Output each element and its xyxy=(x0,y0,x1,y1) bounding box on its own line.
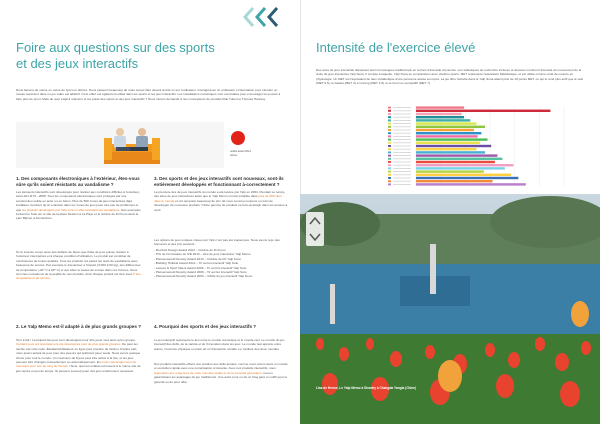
chart-legend-swatch xyxy=(388,139,391,141)
chart-legend-label xyxy=(393,110,411,111)
page-title: Foire aux questions sur des sports et des jeux interactifs xyxy=(16,40,215,71)
chart-legend-swatch xyxy=(388,180,391,182)
q3-highlight: plus de 500 sites dans le monde xyxy=(154,194,282,203)
chart-bar xyxy=(416,177,518,179)
chart-legend-swatch xyxy=(388,145,391,147)
chart-bar xyxy=(416,116,464,118)
q2-highlight-2: moins développement de nouveaux jeux tout au long de l'année xyxy=(16,360,137,369)
chart-bar xyxy=(416,135,478,137)
chart-bar xyxy=(416,129,474,131)
chart-legend-swatch xyxy=(388,116,391,118)
awards-intro: Les options de jeux uniques créées par Yalp n'ont pas été inaperçues. Nous avons reçu des honneurs et des prix suivants : xyxy=(154,238,280,247)
award-item: - Leisure & Sport Talent Award 2009 – Tir au but interactif Yalp Sutu xyxy=(154,265,247,270)
award-item: - Pleinenwereld Novelty Award 2009 – Tir au but interactif Yalp Sutu xyxy=(154,270,247,275)
q1-highlight: les produits développés par Yalp sont en effet résistants au vandalisme. xyxy=(22,207,121,212)
question-4-body: Le jeu interactif représente le lien entre le monde numérique et le monde réel. Le monde du jeu interactif des défis, de la variété et de l'innovation dans les jeux. Le monde réel apporte entre autres, l'exercice physique en plein air et l'interaction sociale. Le meilleur des deux mondes. xyxy=(154,338,285,351)
chart-legend-label xyxy=(393,136,411,137)
question-3-title: 3. Des sports et des jeux interactifs sont nouveaux, sont-ils entièrement développés et fonctionnant à-correctement ? xyxy=(154,176,284,187)
q1-text-b: Des exemples incluent le Sutu sur le site de la place Newton à La Haye et le cubicie de DJ Fono dans le parc Bijlmer à Amsterdam. xyxy=(16,207,141,221)
page-nav-arrows-icon[interactable] xyxy=(306,212,324,246)
chart-legend-swatch xyxy=(388,155,391,157)
chart-bar xyxy=(416,180,492,182)
chart-legend-label xyxy=(393,171,411,172)
q4-highlight: répondons aux exigences de cette nouvelle réalité et de la nouvelle génération xyxy=(154,370,262,375)
chart-bar xyxy=(416,148,476,150)
chart-legend-swatch xyxy=(388,158,391,160)
chart-legend-swatch xyxy=(388,135,391,137)
svg-text:winner: winner xyxy=(230,154,238,157)
chart-bar xyxy=(416,170,484,172)
chart-legend-label xyxy=(393,117,411,118)
question-4-title: 4. Pourquoi des sports et des jeux interactifs ? xyxy=(154,324,257,329)
chart-bar xyxy=(416,167,505,169)
chart-legend-swatch xyxy=(388,174,391,176)
award-item: - Red Dot Design Award 2014 – Cubicie de DJ Fono xyxy=(154,248,226,252)
awards-list xyxy=(154,248,288,279)
chart-bar xyxy=(416,183,526,185)
chart-legend-swatch xyxy=(388,123,391,125)
chart-legend-swatch xyxy=(388,177,391,179)
q4-text-c: , tout en garantissant les avantages du jeu traditionnel. Une autre pour ou de un blog géré ou suffit pour le général ou de pour offre. xyxy=(154,370,288,384)
q1-text-a: Les éléments interactifs sont développés pour résister aux conditions difficiles à l'extérieur, selon EN 1176 - 2008. Tous les composants électroniques sont protégés par une construction solide en acier ou en béton. Plus de 500 zones de jeux interactives déjà installées montrent qu'un entretien dans les zones de jeux pose très peu de problèmes et que xyxy=(16,190,140,212)
chart-legend-swatch xyxy=(388,132,391,134)
question-3-body xyxy=(154,190,288,212)
chart-bar xyxy=(416,154,497,156)
chart-legend-label xyxy=(393,152,411,153)
reddot-award-icon xyxy=(226,128,266,164)
chart-legend-swatch xyxy=(388,107,391,109)
chart-legend-swatch xyxy=(388,164,391,166)
q2-highlight: Certains jeux ont spécialement été développés pour de plus grands groupes. xyxy=(16,342,122,347)
award-item: - Building Holland Award 2012 – Tir au but interactif Yalp Sutu xyxy=(154,261,239,266)
question-2-title: 2. Le Yalp Memo est-il adapté à de plus grands groupes ? xyxy=(16,324,141,329)
chart-legend-label xyxy=(393,126,411,127)
chart-bar xyxy=(416,142,480,144)
chart-legend-swatch xyxy=(388,151,391,153)
chart-legend-swatch xyxy=(388,183,391,185)
chart-legend-swatch xyxy=(388,129,391,131)
chart-legend-swatch xyxy=(388,113,391,115)
chevron-decoration-icon xyxy=(241,6,285,28)
question-2-body xyxy=(16,338,142,373)
chart-bar xyxy=(416,126,485,128)
q2-text-a: Tout à fait ! La plupart des jeux sont développés pour être jouer seul ainsi qu'en groupe. xyxy=(16,338,136,342)
chart-legend-label xyxy=(393,162,411,163)
chart-legend-label xyxy=(393,146,411,147)
chart-bar xyxy=(416,158,502,160)
chart-bar xyxy=(416,110,550,112)
chart-bar xyxy=(416,119,470,121)
right-intro-paragraph: Des aires de jeux interactifs dépassent leurs homologues traditionnels en termes d'intensité d'exercice. Les statistiques de recherche incluses ci-dessous montrent l'intensité du mouvement de la visite de jeux interactive Yalp Sona. Il compte à laquelle, Yalp Sona se comparaison avec d'autres sports. MET représente l'équivalent Métabolique, et est utilisé comme unité de mesure en physiologie. Un MET est l'équivalent de taux métabolique d'une personne assise au repos. La jeu libre l'activité dans le Yalp Sona atteint plus de 10 points MET, ce qui le rend plus actif que le vélo (MET 6,5), le basket (MET 4) a running (MET 4,6) ou le foot non-compétitif (MET 7). xyxy=(316,68,584,86)
chart-legend-label xyxy=(393,123,411,124)
right-page-title: Intensité de l'exercice élevé xyxy=(316,40,476,55)
award-item: - Pleinenwereld Novelty Award 2004 – Vitrille du jeu interactif Yalp Nono xyxy=(154,274,253,279)
chart-legend-label xyxy=(393,178,411,179)
chart-legend-label xyxy=(393,158,411,159)
question-1-title: 1. Des composants électroniques à l'extérieur, êtes-vous sûre qu'ils soient résistants au vandalisme ? xyxy=(16,176,140,187)
chart-legend-label xyxy=(393,107,411,108)
chart-legend-label xyxy=(393,184,411,185)
chart-legend-label xyxy=(393,181,411,182)
award-item: - Pleinenwereld Novelty Award 2013 – Cubicie de DJ Yalp Fono xyxy=(154,256,242,261)
q1-highlight-2: 5 ans de garantie et de service. xyxy=(16,272,141,281)
chart-legend-label xyxy=(393,168,411,169)
photo-caption: Lisa de Henne, Le Yalp Memo à Shantry à Changda Yangla (Chine) xyxy=(316,386,417,390)
chart-legend-swatch xyxy=(388,167,391,169)
q3-text-a: La première des de jeux interactifs du monde a été lancée par Yalp en 2004. Pendant ce temps, des aires de jeux interactives telles que le Yalp Memo ont été installée dans xyxy=(154,190,286,199)
chart-bar xyxy=(416,138,488,140)
chart-legend-swatch xyxy=(388,148,391,150)
chart-legend-label xyxy=(393,142,411,143)
chart-bar xyxy=(416,161,495,163)
svg-text:reddot award 2014: reddot award 2014 xyxy=(230,150,251,153)
chart-legend-swatch xyxy=(388,119,391,121)
chart-bar xyxy=(416,145,491,147)
chart-legend-swatch xyxy=(388,161,391,163)
chart-bar xyxy=(416,174,511,176)
chart-legend-swatch xyxy=(388,110,391,112)
chart-legend-label xyxy=(393,139,411,140)
chart-legend-label xyxy=(393,174,411,175)
q2-text-b: De peut les cacher par rotte celui. Étudiants/utilisateur en ligne pour prendre de l'action. D'autre part, nous avons autant de jeux pour des joueurs qui préfèrent jouer seule. Nous avons quelque chose pour tout le monde. Un maximum de 8 jeux peut être activé à la fois, et les jeux peuvent être changés manuellement ou automatiquement. En xyxy=(16,342,141,365)
met-intensity-chart xyxy=(386,104,568,188)
q4-text-b: Nos produits interactifs offrent une solution aux défis actuels, comme nous vivons dans un monde en évolution rapide avec une numérisation croissante. Avec nos produits interactifs, nous xyxy=(154,362,288,371)
question-4-body-2 xyxy=(154,362,288,384)
chart-bar xyxy=(416,113,462,115)
chart-bar xyxy=(416,106,464,108)
chart-legend-label xyxy=(393,130,411,131)
q3-text-b: et ont remporté beaucoup de prix. Et nous sommes toujours en train de développer de nouveaux produits ! Notre gamme de produits ne fera qu'élargir dans les années à venir. xyxy=(154,198,288,212)
chart-bar xyxy=(416,132,481,134)
designers-photo xyxy=(16,122,224,168)
right-page xyxy=(300,0,600,424)
chart-legend-swatch xyxy=(388,171,391,173)
chart-legend-label xyxy=(393,149,411,150)
chart-bar xyxy=(416,122,476,124)
award-item: - Prix de l'innovation de IVE 2013 – Aire de jeux Interactive Yalp Memo xyxy=(154,252,251,257)
q1-text-c: Si un invente conçu tente des défauts de façon que l'idée de jeux puisse résister à l'extérieur intempéries et à chaque condition d'utilisation. Le produit est constitué de nombreuses de toutes qualités. Tous les produits ont passé les tests de vandalisme avec beaucoup de succès. Par exemple le Interacteur a l'impact (3.000 à 50 kg), des différences de température (-40° C à 60° C) et aux abus et toutes de surtout dans ces bonnes. Nous sommes convaincus de la qualité de nos produits, donc chaque produit est livré avec xyxy=(16,250,141,277)
chart-legend-label xyxy=(393,120,411,121)
chart-legend-label xyxy=(393,133,411,134)
intro-paragraph: Nous faisons de même en mêne de sport en dehors. Nous passons beaucoup de notre temps libre devant la télé ou sur l'ordinateur. Interagit avec un ordinateur et fascination pour stimuler un niveau supérieur dans un jeu vidéo est addictif. C'est offert est également utilisé dans les sports et les jeux interactifs. Les installations numériques sont conviviales pour encourager les jeunes à faire plus de sport. Mais de quoi s'agit-il vraiment et les poids des sports et des jeux interactifs ? Nous l'avons demandé à nos concepteurs de produits Rob Tuitert et Thomas Hartong. xyxy=(16,88,281,101)
question-1-body-2 xyxy=(16,250,142,281)
chart-legend-label xyxy=(393,155,411,156)
q2-text-c: ! Ainsi, quoi les enfants retrouvent à le même site de jeux après un jeu de temps. Ils peuvent souvent jouer des jeux entièrement nouveaux. xyxy=(16,364,141,373)
chart-legend-swatch xyxy=(388,126,391,128)
chart-legend-label xyxy=(393,114,411,115)
chart-bar xyxy=(416,151,485,153)
chart-bar xyxy=(416,164,513,166)
chart-legend-swatch xyxy=(388,142,391,144)
chart-legend-label xyxy=(393,165,411,166)
question-1-body xyxy=(16,190,142,221)
